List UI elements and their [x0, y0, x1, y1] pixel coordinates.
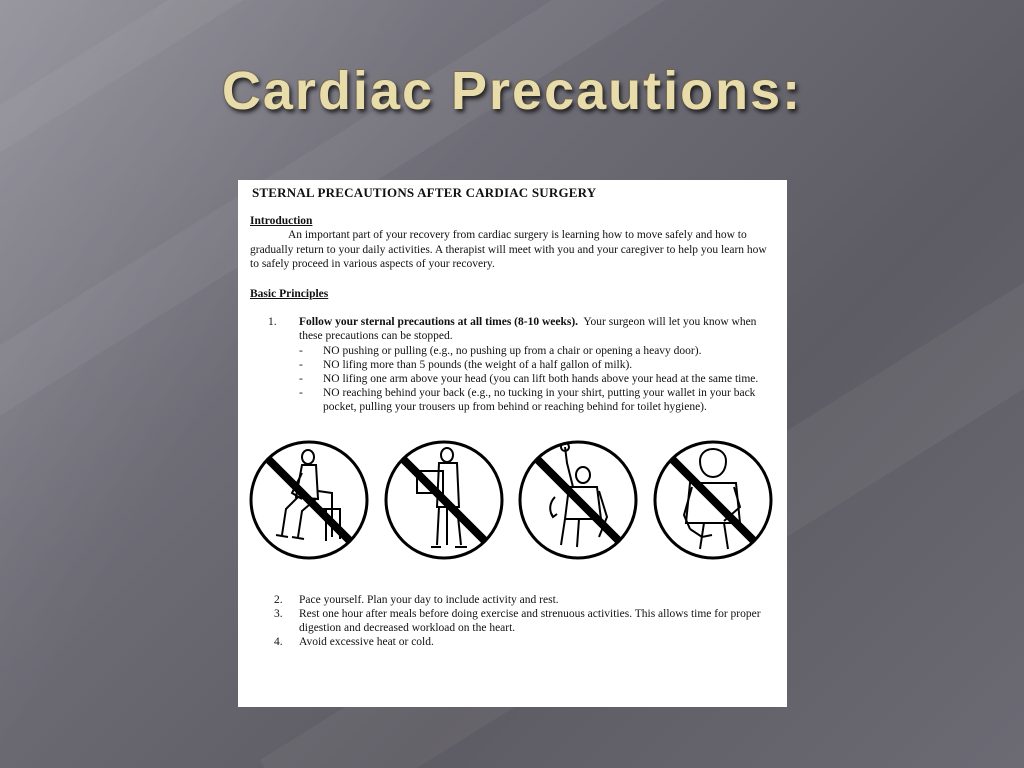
later-principles: [250, 593, 775, 650]
item-rest-text: Your surgeon will let you know when these precautions can be stopped.: [299, 316, 757, 343]
slide-title: Cardiac Precautions:: [221, 61, 803, 121]
bullet-text: NO reaching behind your back (e.g., no tucking in your shirt, putting your wallet in your back pocket, pulling your trousers up from behind or reaching behind for toilet hygiene).: [323, 387, 756, 414]
principle-item-1: [250, 315, 775, 343]
bullet-dash: -: [299, 373, 303, 386]
item-body: Avoid excessive heat or cold.: [299, 636, 434, 649]
precaution-bullet: [299, 386, 775, 414]
precaution-bullet: [299, 344, 775, 358]
item-body: Rest one hour after meals before doing exercise and strenuous activities. This allows time for proper digestion and decreased workload on the heart.: [299, 607, 761, 635]
bullet-text: NO pushing or pulling (e.g., no pushing up from a chair or opening a heavy door).: [323, 344, 702, 357]
item-bold-text: Follow your sternal precautions at all times (8-10 weeks).: [299, 316, 579, 329]
bullet-dash: -: [299, 344, 303, 357]
item-number: 2.: [274, 593, 283, 606]
document-heading: STERNAL PRECAUTIONS AFTER CARDIAC SURGERY: [252, 185, 597, 200]
no-lifting-heavy-icon: [381, 437, 507, 563]
principle-item-4: [250, 635, 775, 649]
introduction-text: An important part of your recovery from cardiac surgery is learning how to move safely and how to gradually return to your daily activities. A therapist will meet with you and your caregiver to help you learn how to safely proceed in various aspects of your recovery.: [250, 229, 767, 270]
bullet-text: NO lifing one arm above your head (you can lift both hands above your head at the same time.: [323, 373, 759, 386]
item-number: 1.: [268, 316, 277, 329]
bullet-dash: -: [299, 358, 303, 371]
item-number: 3.: [274, 607, 283, 620]
item-body: Pace yourself. Plan your day to include activity and rest.: [299, 593, 559, 606]
no-reaching-behind-back-icon: [650, 437, 776, 563]
basic-principles-heading: Basic Principles: [250, 288, 329, 301]
item-number: 4.: [274, 636, 283, 649]
item-body: [299, 315, 775, 343]
introduction-heading: Introduction: [250, 215, 313, 228]
bullet-dash: -: [299, 387, 303, 400]
no-pushing-up-from-chair-icon: [246, 437, 372, 563]
precaution-bullet: [299, 358, 775, 372]
bullet-text: NO lifing more than 5 pounds (the weight of a half gallon of milk).: [323, 358, 633, 371]
precaution-bullet: [299, 372, 775, 386]
document-image: [238, 180, 787, 707]
precaution-pictograms: [246, 437, 776, 563]
no-lifting-one-arm-icon: [515, 437, 641, 563]
principle-item-2: [250, 593, 775, 607]
principle-item-3: [250, 607, 775, 635]
